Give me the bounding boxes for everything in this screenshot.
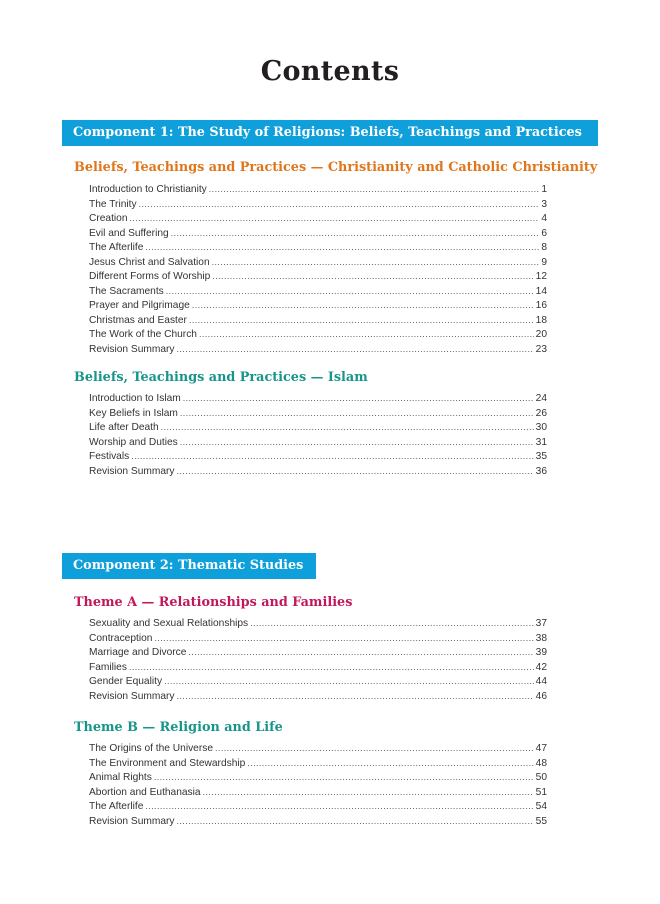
toc-page-number: 9 — [541, 256, 547, 268]
toc-entry-title: Families — [89, 661, 127, 673]
toc-entry — [89, 313, 547, 328]
toc-entry-title: Festivals — [89, 451, 130, 462]
toc-page-number: 36 — [535, 465, 547, 477]
toc-entry — [89, 689, 547, 704]
dot-leader — [154, 631, 533, 647]
dot-leader — [139, 197, 540, 213]
toc-page-number: 50 — [535, 772, 547, 783]
toc-entry-title: Abortion and Euthanasia — [89, 786, 201, 798]
dot-leader — [180, 406, 534, 422]
toc-entry — [89, 420, 547, 435]
toc-entry-title: Gender Equality — [89, 676, 163, 687]
toc-entry-title: Introduction to Islam — [89, 393, 181, 404]
toc-page-number: 18 — [535, 314, 547, 326]
toc-page-number: 37 — [535, 618, 547, 629]
toc-entry — [89, 197, 547, 212]
toc-entry — [89, 449, 547, 464]
toc-entry — [89, 327, 547, 342]
toc-entry — [89, 211, 547, 226]
toc-page-number: 26 — [535, 407, 547, 419]
dot-leader — [166, 284, 534, 300]
toc-page-number: 6 — [541, 227, 547, 239]
toc-page-number: 14 — [535, 285, 547, 297]
toc-entry — [89, 284, 547, 299]
toc-entry-title: Revision Summary — [89, 690, 175, 702]
dot-leader — [199, 327, 534, 343]
toc-page-number: 3 — [541, 198, 547, 210]
toc-page-number: 35 — [535, 451, 547, 462]
toc-entry — [89, 631, 547, 646]
dot-leader — [171, 226, 540, 242]
toc-entry — [89, 464, 547, 479]
dot-leader — [177, 689, 534, 705]
toc-entry-title: Animal Rights — [89, 772, 152, 783]
toc-entry — [89, 298, 547, 313]
dot-leader — [215, 741, 534, 757]
dot-leader — [189, 313, 534, 329]
toc-page-number: 16 — [535, 300, 547, 311]
toc-entry-title: Jesus Christ and Salvation — [89, 256, 210, 268]
dot-leader — [247, 756, 533, 772]
toc-entry — [89, 406, 547, 421]
toc-entry-title: Life after Death — [89, 422, 159, 433]
page-title: Contents — [260, 56, 400, 87]
christianity-heading: Beliefs, Teachings and Practices — Christianity and Catholic Christianity — [74, 160, 598, 175]
toc-page-number: 38 — [535, 632, 547, 644]
toc-page-number: 46 — [535, 690, 547, 702]
toc-entry — [89, 799, 547, 814]
dot-leader — [177, 342, 534, 358]
toc-entry — [89, 391, 547, 406]
toc-entry-title: Revision Summary — [89, 343, 175, 355]
christianity-toc — [89, 182, 547, 356]
islam-heading: Beliefs, Teachings and Practices — Islam — [74, 370, 368, 385]
toc-page-number: 23 — [535, 343, 547, 355]
toc-page-number: 47 — [535, 743, 547, 754]
toc-page-number: 42 — [535, 661, 547, 673]
dot-leader — [212, 255, 540, 271]
toc-entry — [89, 342, 547, 357]
toc-entry — [89, 645, 547, 660]
theme-a-toc — [89, 616, 547, 703]
toc-entry-title: Revision Summary — [89, 465, 175, 477]
toc-entry — [89, 269, 547, 284]
toc-page-number: 20 — [535, 329, 547, 340]
toc-entry — [89, 756, 547, 771]
dot-leader — [154, 770, 534, 786]
dot-leader — [188, 645, 533, 661]
dot-leader — [209, 182, 540, 198]
dot-leader — [212, 269, 533, 285]
toc-page-number: 4 — [541, 213, 547, 224]
toc-entry-title: The Origins of the Universe — [89, 743, 214, 754]
toc-entry-title: The Environment and Stewardship — [89, 757, 246, 769]
toc-entry-title: Marriage and Divorce — [89, 647, 187, 658]
toc-entry — [89, 255, 547, 270]
islam-toc — [89, 391, 547, 478]
toc-entry-title: The Sacraments — [89, 285, 164, 297]
toc-entry — [89, 226, 547, 241]
toc-page-number: 30 — [535, 422, 547, 433]
dot-leader — [145, 240, 539, 256]
toc-entry-title: The Afterlife — [89, 242, 144, 253]
toc-entry — [89, 814, 547, 829]
toc-entry-title: Evil and Suffering — [89, 227, 169, 239]
dot-leader — [129, 660, 534, 676]
component-1-banner: Component 1: The Study of Religions: Beliefs, Teachings and Practices — [62, 120, 598, 146]
toc-entry — [89, 240, 547, 255]
toc-entry-title: Different Forms of Worship — [89, 271, 211, 282]
toc-entry — [89, 182, 547, 197]
toc-entry — [89, 741, 547, 756]
toc-entry-title: Key Beliefs in Islam — [89, 407, 178, 419]
toc-page-number: 55 — [535, 815, 547, 827]
toc-entry-title: Revision Summary — [89, 815, 175, 827]
toc-entry-title: The Afterlife — [89, 801, 144, 812]
toc-page-number: 1 — [541, 184, 547, 195]
toc-page-number: 39 — [535, 647, 547, 658]
toc-entry — [89, 785, 547, 800]
toc-entry-title: Sexuality and Sexual Relationships — [89, 618, 249, 629]
dot-leader — [131, 449, 533, 465]
dot-leader — [177, 814, 534, 830]
toc-entry — [89, 674, 547, 689]
toc-page-number: 24 — [535, 393, 547, 404]
toc-page-number: 48 — [535, 757, 547, 769]
dot-leader — [203, 785, 534, 801]
dot-leader — [183, 391, 534, 407]
toc-entry-title: The Work of the Church — [89, 329, 197, 340]
dot-leader — [192, 298, 534, 314]
dot-leader — [145, 799, 533, 815]
theme-a-heading: Theme A — Relationships and Families — [74, 595, 353, 610]
dot-leader — [177, 464, 534, 480]
theme-b-toc — [89, 741, 547, 828]
toc-page-number: 31 — [535, 436, 547, 448]
toc-page-number: 54 — [535, 801, 547, 812]
toc-entry-title: Contraception — [89, 632, 153, 644]
toc-entry-title: Christmas and Easter — [89, 314, 187, 326]
toc-entry — [89, 435, 547, 450]
toc-entry — [89, 770, 547, 785]
toc-page-number: 8 — [541, 242, 547, 253]
theme-b-heading: Theme B — Religion and Life — [74, 720, 283, 735]
toc-page-number: 12 — [535, 271, 547, 282]
toc-entry-title: The Trinity — [89, 198, 137, 210]
toc-page-number: 44 — [535, 676, 547, 687]
toc-entry-title: Creation — [89, 213, 128, 224]
toc-entry-title: Introduction to Christianity — [89, 184, 207, 195]
toc-entry — [89, 660, 547, 675]
component-2-banner: Component 2: Thematic Studies — [62, 553, 316, 579]
dot-leader — [130, 211, 540, 227]
dot-leader — [180, 435, 534, 451]
toc-entry-title: Prayer and Pilgrimage — [89, 300, 190, 311]
toc-entry — [89, 616, 547, 631]
toc-entry-title: Worship and Duties — [89, 436, 178, 448]
dot-leader — [250, 616, 534, 632]
dot-leader — [164, 674, 534, 690]
toc-page-number: 51 — [535, 786, 547, 798]
dot-leader — [161, 420, 534, 436]
